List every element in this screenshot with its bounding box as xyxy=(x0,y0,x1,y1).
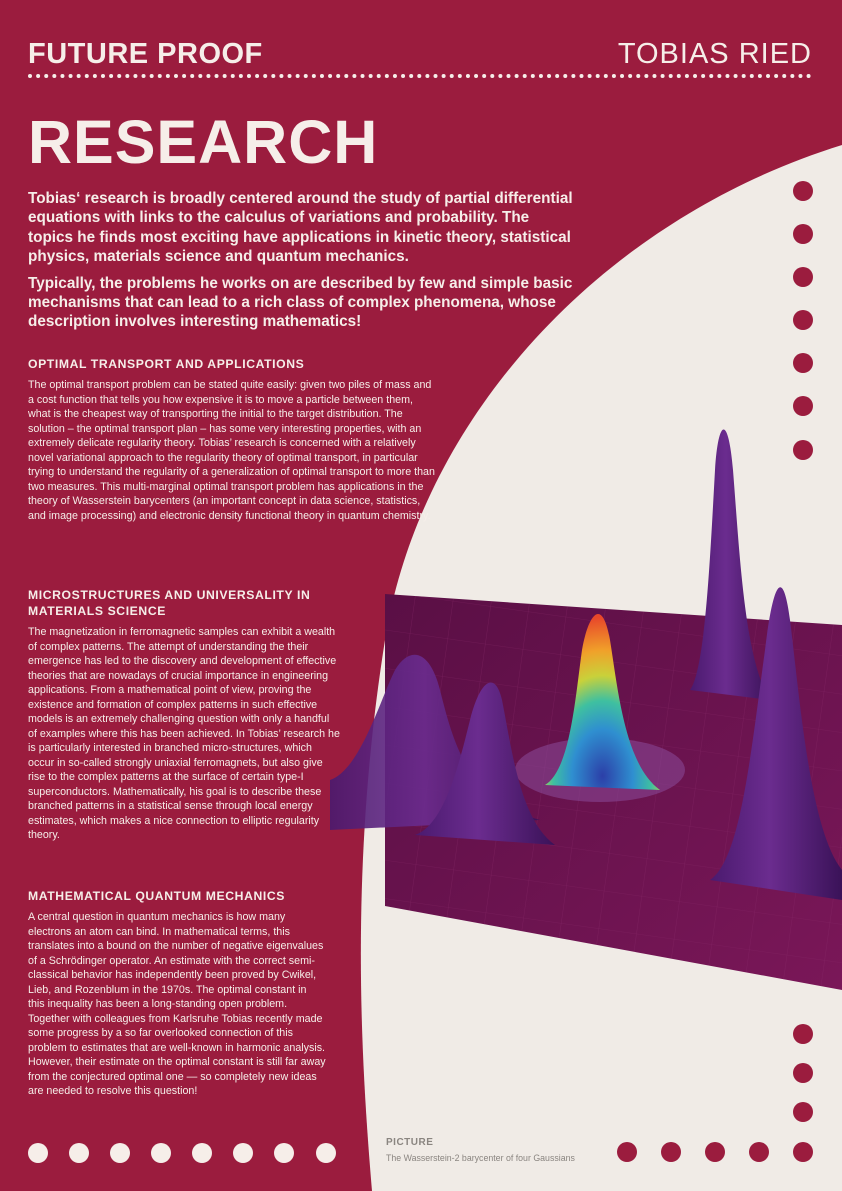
intro-paragraph: Typically, the problems he works on are described by few and simple basic mechanisms that can lead to a rich class of complex phenomena, whose description involves interesting mathematics! xyxy=(28,274,573,331)
page-title: RESEARCH xyxy=(28,108,379,176)
section-quantum-mechanics xyxy=(28,888,326,1099)
section-heading: MICROSTRUCTURES AND UNIVERSALITY IN MATERIALS SCIENCE xyxy=(28,588,311,618)
section-body: The magnetization in ferromagnetic samples can exhibit a wealth of complex patterns. The attempt of understanding the their emergence has led to the discovery and development of effective theories that are nowadays of crucial importance in engineering applications. From a mathematical point of view, proving the existence and formation of complex patterns in such effective models is an extremely challenging question with only a handful of examples where this has been achieved. In Tobias’ research he is particularly interested in branched micro-structures, which occur in so-called strongly uniaxial ferromagnets, but also give rise to the complex patterns at the surface of certain type-I superconductors. Mathematically, his goal is to describe these branched patterns in a statistical sense through local energy estimates, which makes a nice connection to elliptic regularity theory. xyxy=(28,626,340,841)
section-body: A central question in quantum mechanics is how many electrons an atom can bind. In mathematical terms, this translates into a bound on the number of negative eigenvalues of a Schrödinger operator. An estimate with the correct semi-classical behavior has independently been proved by Cwikel, Lieb, and Rozenblum in the 1970s. The optimal constant in this inequality has been a long-standing open problem. Together with colleagues from Karlsruhe Tobias recently made some progress by a so far overlooked connection of this problem to estimates that are well-known in harmonic analysis. However, their estimate on the optimal constant is still far away from the conjectured optimal one — so completely new ideas are needed to resolve this question! xyxy=(28,911,326,1097)
section-body: The optimal transport problem can be stated quite easily: given two piles of mass and a cost function that tells you how expensive it is to move a particle between them, what is the cheapest way of transporting the initial to the target distribution. The solution – the optimal transport plan – has some very interesting properties, with an extremely delicate regularity theory. Tobias’ research is concerned with a relatively novel variational approach to the regularity theory of optimal transport, in particular trying to understand the regularity of a generalization of optimal transport to more than two measures. This multi-marginal optimal transport problem has applications in the theory of Wasserstein barycenters (an important concept in data science, statistics, and image processing) and electronic density functional theory in quantum chemistry. xyxy=(28,379,435,522)
picture-label: PICTURE xyxy=(386,1137,434,1148)
dot-column-right-bottom xyxy=(792,1023,814,1125)
dot-column-right-top xyxy=(792,180,814,462)
section-heading: OPTIMAL TRANSPORT AND APPLICATIONS xyxy=(28,357,305,371)
header-left-title: FUTURE PROOF xyxy=(28,38,263,70)
section-heading: MATHEMATICAL QUANTUM MECHANICS xyxy=(28,889,285,903)
section-microstructures xyxy=(28,587,340,843)
dot-row-bottom-left xyxy=(28,1142,338,1164)
header-dotted-rule xyxy=(28,73,814,79)
section-optimal-transport xyxy=(28,356,438,523)
dot-row-bottom-right xyxy=(616,1141,816,1163)
intro-paragraph: Tobias‘ research is broadly centered around the study of partial differential equations with links to the calculus of variations and probability. The topics he finds most exciting have applications in kinetic theory, statistical physics, materials science and quantum mechanics. xyxy=(28,190,573,266)
picture-caption: The Wasserstein-2 barycenter of four Gaussians xyxy=(386,1153,575,1163)
intro-block xyxy=(28,189,576,339)
header-right-title: TOBIAS RIED xyxy=(617,38,812,70)
